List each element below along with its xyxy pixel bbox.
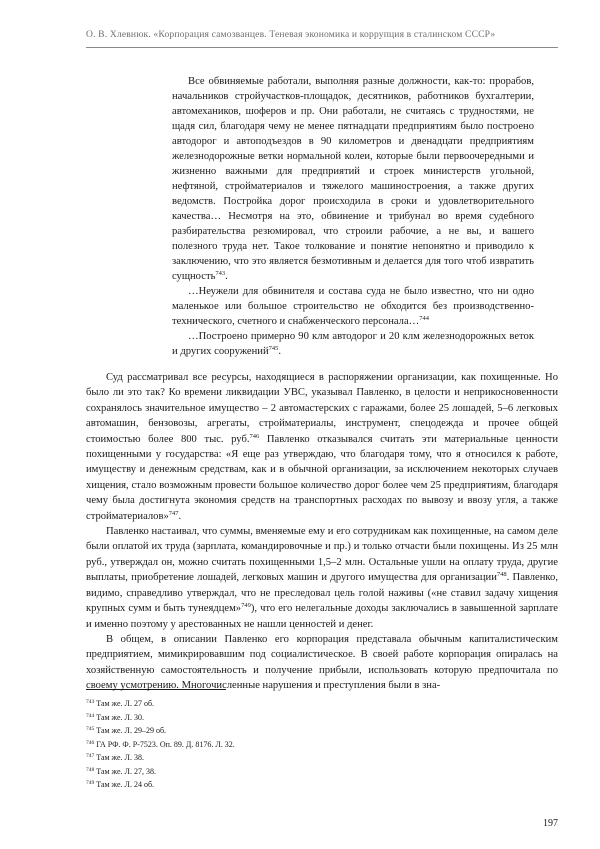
header-rule bbox=[86, 47, 558, 48]
footnote-ref-746[interactable]: 746 bbox=[249, 432, 260, 440]
footnote-ref-748[interactable]: 748 bbox=[496, 571, 507, 579]
footnote-text: Там же. Л. 24 об. bbox=[96, 780, 155, 789]
body-text-2b: . Павленко, видимо, справедливо утверждал, что не преследовал цель голой наживы («не ставил задачу хищения крупных сумм и быть тунеядцем» bbox=[86, 572, 558, 615]
footnote-number: 744 bbox=[86, 712, 95, 719]
footnote-rule bbox=[86, 689, 226, 690]
running-header: О. В. Хлевнюк. «Корпорация самозванцев. Теневая экономика и коррупция в сталинском СССР» bbox=[86, 29, 496, 40]
body-text-1a: Суд рассматривал все ресурсы, находящиеся в распоряжении организации, как похищенные. Но было ли это так? Ко времени ликвидации УВС, указывал Павленко, в целости и неприкосновенности сохранялось значительное имущество – 2 автомастерских с гаражами, более 25 лошадей, 5–6 легковых автомашин, бензовозы, агрегаты, стройматериалы, инструмент, спецодежда и прочее общей стоимостью более 800 тыс. руб. bbox=[86, 372, 558, 445]
footnote-749 bbox=[86, 778, 235, 792]
quote-text-1: Все обвиняемые работали, выполняя разные должности, как-то: прорабов, начальников стройучастков-площадок, десятников, работников бухгалтерии, автомехаников, шоферов и пр. Они работали, не считаясь с трудностями, не щадя сил, благодаря чему не менее пятнадцати предприятиям было построено автодорог и автоподъездов в 90 километров и двенадцати предприятиям железнодорожные ветки нормальной колеи, которые были первоочередными и жизненно важными для предприятий и строек министерств угольной, нефтяной, стройматериалов и тяжелого машиностроения, а также других ведомств. Постройка дорог происходила в сроки и удовлетворительного качества… Несмотря на это, обвинение и трибунал во время судебного разбирательства резюмировал, что строили рабочие, а не вы, и вашего полезного труда нет. Такое толкование и понятие непонятно и приводило к заключению, что это является безмотивным и делается для того чтоб извратить сущность bbox=[172, 76, 534, 282]
footnote-ref-747[interactable]: 747 bbox=[168, 509, 179, 517]
footnote-ref-749[interactable]: 749 bbox=[241, 602, 251, 610]
quote-paragraph-2 bbox=[172, 284, 534, 329]
body-text-1b-end: . bbox=[178, 510, 182, 522]
footnote-text: Там же. Л. 30. bbox=[96, 712, 144, 722]
footnote-text: Там же. Л. 38. bbox=[96, 753, 144, 762]
footnote-743 bbox=[86, 697, 235, 711]
body-paragraph-3 bbox=[86, 632, 558, 694]
quote-text-3-end: . bbox=[278, 346, 282, 357]
footnotes bbox=[86, 697, 235, 792]
quote-paragraph-1 bbox=[172, 74, 534, 284]
page-number: 197 bbox=[543, 818, 558, 829]
footnote-number: 749 bbox=[86, 780, 95, 786]
body-text-1b: Павленко отказывался считать эти материальные ценности похищенными у государства: «Я еще раз утверждаю, что благодаря тому, что я относился к работе, имуществу и денежным средствам, как и в обычной организации, за исключением некоторых случаев хищения, стало возможным провести большое количество дорог более чем 25 предприятиям, благодаря чему была достигнута экономия средств на транспортных расходах по вывозу и ввозу угля, а также стройматериалов» bbox=[86, 433, 558, 522]
footnote-ref-745[interactable]: 745 bbox=[268, 345, 279, 352]
footnote-745 bbox=[86, 724, 235, 738]
page-content bbox=[86, 74, 558, 694]
footnote-number: 748 bbox=[86, 766, 95, 773]
footnote-ref-743[interactable]: 743 bbox=[215, 270, 226, 277]
body-text-3: В общем, в описании Павленко его корпорация представала обычным капиталистическим предприятием, мимикрировавшим под социалистическое. В своей работе корпорация опиралась на хозяйственную самостоятельность и получение прибыли, использовать которую предпочитала по своему усмотрению. Многочисленные нарушения и преступления были в зна- bbox=[86, 633, 558, 692]
block-quote bbox=[172, 74, 534, 359]
quote-paragraph-3 bbox=[172, 329, 534, 359]
quote-text-2: …Неужели для обвинителя и состава суда не было известно, что ни одно маленькое или большое строительство не обходится без производственно-технического, счетного и снабженческого персонала… bbox=[172, 286, 534, 327]
body-text-2a: Павленко настаивал, что суммы, вменяемые ему и его сотрудникам как похищенные, на самом деле были оплатой их труда (зарплата, командировочные и пр.) и только отчасти были похищены. Из 25 млн руб., утверждал он, можно считать похищенными 1,5–2 млн. Остальные ушли на оплату труда, другие выплаты, приобретение лошадей, легковых машин и другого имущества для организации bbox=[86, 526, 558, 584]
footnote-746 bbox=[86, 738, 235, 752]
footnote-number: 745 bbox=[86, 726, 95, 732]
body-paragraph-1 bbox=[86, 370, 558, 524]
body-text-2c: ), что его нелегальные доходы заключались в завышенной зарплате и именно поэтому у арестованных не нашли ценностей и денег. bbox=[86, 603, 558, 630]
body-paragraph-2 bbox=[86, 524, 558, 632]
footnote-text: ГА РФ. Ф. Р-7523. Оп. 89. Д. 8176. Л. 32. bbox=[96, 739, 235, 749]
footnote-number: 747 bbox=[86, 753, 95, 759]
footnote-text: Там же. Л. 27, 38. bbox=[96, 766, 156, 776]
footnote-ref-744[interactable]: 744 bbox=[419, 315, 430, 322]
footnote-text: Там же. Л. 27 об. bbox=[96, 699, 155, 708]
quote-text-3: …Построено примерно 90 клм автодорог и 20 клм железнодорожных веток и других сооружений bbox=[172, 331, 534, 357]
quote-text-1-end: . bbox=[225, 271, 228, 282]
footnote-744 bbox=[86, 711, 235, 725]
footnote-text: Там же. Л. 29–29 об. bbox=[96, 726, 167, 735]
footnote-748 bbox=[86, 765, 235, 779]
footnote-number: 746 bbox=[86, 739, 95, 746]
footnote-number: 743 bbox=[86, 699, 95, 705]
main-text bbox=[86, 370, 558, 694]
footnote-747 bbox=[86, 751, 235, 765]
